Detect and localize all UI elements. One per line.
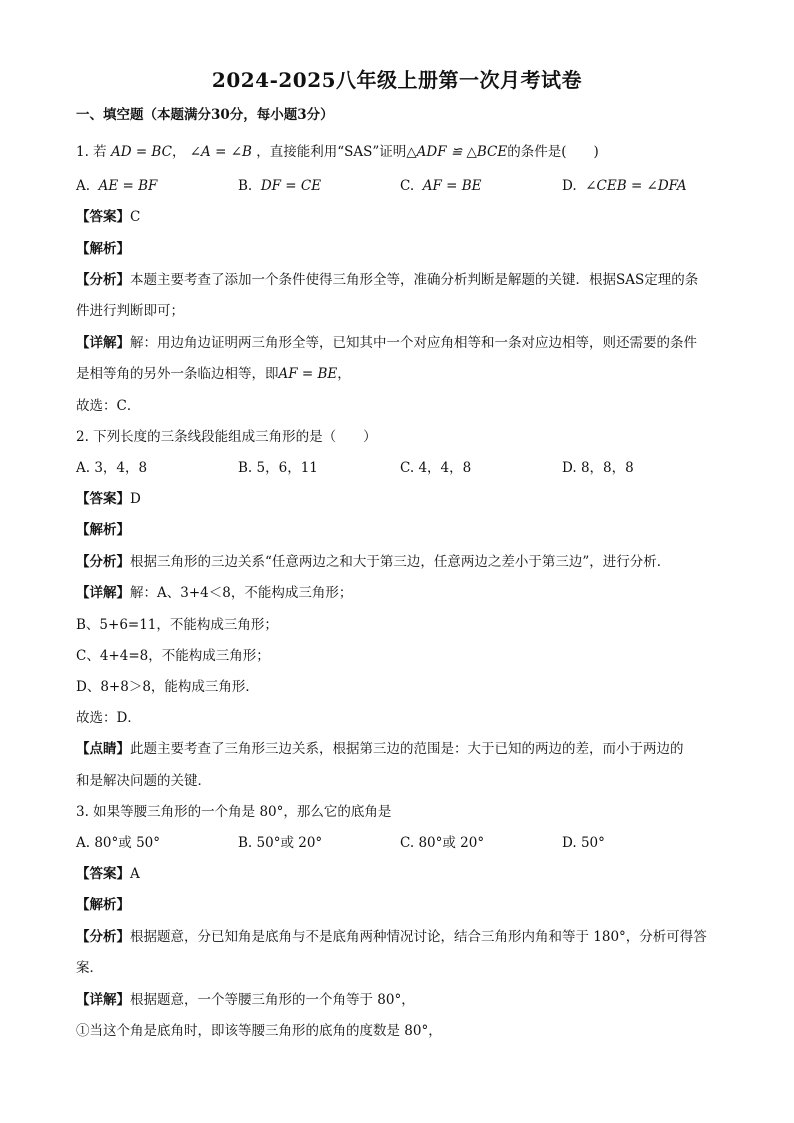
q3-option-a: A. 80°或 50° <box>76 835 160 851</box>
q3-xiangjie-cont: ①当这个角是底角时，即该等腰三角形的底角的度数是 80°， <box>76 1023 442 1039</box>
q1-jiexi: 【解析】 <box>76 241 130 257</box>
q3-option-d: D. 50° <box>562 835 605 851</box>
q1-answer: 【答案】C <box>76 209 141 225</box>
q1-option-c: C. AF = BE <box>400 178 482 194</box>
q1-xiangjie: 【详解】解：用边角边证明两三角形全等，已知其中一个对应角相等和一条对应边相等，则还需要的条件 <box>76 335 697 351</box>
q2-xiangjie-b: B、5+6=11，不能构成三角形； <box>76 617 278 633</box>
q3-xiangjie: 【详解】根据题意，一个等腰三角形的一个角等于 80°， <box>76 992 415 1008</box>
q1-math-angle: ∠A = ∠B <box>189 144 252 160</box>
q2-jiexi: 【解析】 <box>76 522 130 538</box>
page-title: 2024-2025八年级上册第一次月考试卷 <box>211 68 583 92</box>
q3-answer: 【答案】A <box>76 866 140 882</box>
q2-xiangjie-c: C、4+4=8，不能构成三角形； <box>76 648 270 664</box>
q1-stem-prefix: 1. 若 <box>76 144 107 160</box>
q2-xiangjie: 【详解】解：A、3+4＜8，不能构成三角形； <box>76 585 353 601</box>
q1-math-congruent: △ADF ≌ △BCE <box>406 144 508 160</box>
q1-stem-sep: ， <box>171 144 186 160</box>
q1-option-d: D. ∠CEB = ∠DFA <box>562 178 687 194</box>
q2-option-b: B. 5，6，11 <box>238 460 318 476</box>
q1-stem-end: 的条件是( ) <box>507 144 599 160</box>
q1-xiangjie-cont: 是相等角的另外一条临边相等，即AF = BE， <box>76 366 351 382</box>
q1-stem-mid: ，直接能利用“SAS”证明 <box>256 144 407 160</box>
q2-option-a: A. 3，4，8 <box>76 460 148 476</box>
question-1-stem <box>76 143 734 161</box>
q1-option-a: A. AE = BF <box>76 178 158 194</box>
q3-option-c: C. 80°或 20° <box>400 835 485 851</box>
q2-option-c: C. 4，4，8 <box>400 460 472 476</box>
q3-option-b: B. 50°或 20° <box>238 835 323 851</box>
q2-option-d: D. 8，8，8 <box>562 460 634 476</box>
q2-xiangjie-d: D、8+8＞8，能构成三角形． <box>76 679 259 695</box>
section-heading: 一、填空题（本题满分30分，每小题3分） <box>76 107 334 123</box>
q1-option-b: B. DF = CE <box>238 178 322 194</box>
q1-guxuan: 故选：C． <box>76 398 141 414</box>
q2-answer: 【答案】D <box>76 491 141 507</box>
question-2-stem: 2. 下列长度的三条线段能组成三角形的是（ ） <box>76 429 377 445</box>
q2-guxuan: 故选：D． <box>76 710 141 726</box>
q1-fenxi-cont: 件进行判断即可； <box>76 303 184 319</box>
question-3-stem: 3. 如果等腰三角形的一个角是 80°，那么它的底角是 <box>76 804 392 820</box>
q2-dianjing: 【点睛】此题主要考查了三角形三边关系，根据第三边的范围是：大于已知的两边的差，而小于两边的 <box>76 741 684 757</box>
q2-dianjing-cont: 和是解决问题的关键． <box>76 773 211 789</box>
q3-fenxi: 【分析】根据题意，分已知角是底角与不是底角两种情况讨论，结合三角形内角和等于 180°，分析可得答 <box>76 929 707 945</box>
q3-jiexi: 【解析】 <box>76 897 130 913</box>
q2-fenxi: 【分析】根据三角形的三边关系“任意两边之和大于第三边，任意两边之差小于第三边”，进行分析． <box>76 554 671 570</box>
q3-fenxi-cont: 案． <box>76 960 103 976</box>
q1-math-ad-bc: AD = BC <box>110 144 172 160</box>
q1-fenxi: 【分析】本题主要考查了添加一个条件使得三角形全等，准确分析判断是解题的关键．根据SAS定理的条 <box>76 272 699 288</box>
